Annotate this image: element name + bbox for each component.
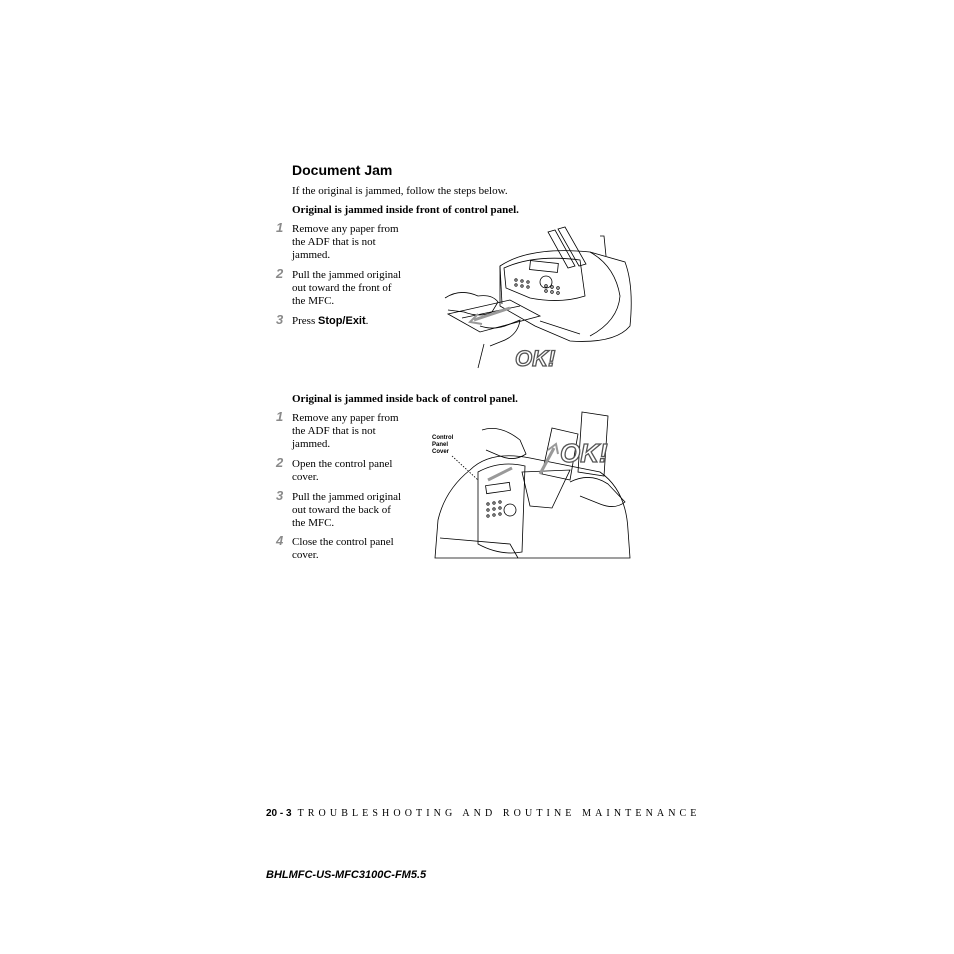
document-id: BHLMFC-US-MFC3100C-FM5.5 bbox=[266, 869, 427, 881]
step-text: Open the control panel cover. bbox=[292, 458, 393, 483]
ok-label: OK! bbox=[560, 438, 608, 468]
step-text: Remove any paper from the ADF that is not jammed. bbox=[292, 412, 399, 450]
step-text: Press Stop/Exit. bbox=[292, 315, 369, 327]
page-number: 20 - 3 bbox=[266, 808, 292, 819]
chapter-title: TROUBLESHOOTING AND ROUTINE MAINTENANCE bbox=[297, 808, 701, 819]
step-number: 2 bbox=[276, 266, 284, 281]
step-number: 3 bbox=[276, 312, 284, 327]
step-number: 1 bbox=[276, 409, 284, 424]
page-footer bbox=[266, 808, 701, 819]
step-number: 4 bbox=[276, 533, 284, 548]
callout-panel: Panel bbox=[432, 442, 449, 448]
ok-label: OK! bbox=[515, 346, 556, 371]
back-jam-heading: Original is jammed inside back of control panel. bbox=[292, 393, 518, 405]
step-number: 2 bbox=[276, 455, 284, 470]
step-text: Pull the jammed original out toward the front of the MFC. bbox=[292, 269, 402, 307]
step-number: 1 bbox=[276, 220, 284, 235]
step-text: Pull the jammed original out toward the back of the MFC. bbox=[292, 491, 402, 529]
back-jam-illustration bbox=[430, 410, 635, 562]
step-text: Close the control panel cover. bbox=[292, 536, 394, 561]
front-jam-illustration bbox=[440, 226, 635, 371]
intro-text: If the original is jammed, follow the steps below. bbox=[292, 185, 508, 197]
callout-control: Control bbox=[432, 435, 454, 441]
step-text: Remove any paper from the ADF that is not jammed. bbox=[292, 223, 399, 261]
callout-cover: Cover bbox=[432, 449, 450, 455]
stop-exit-key: Stop/Exit bbox=[317, 315, 366, 327]
step-number: 3 bbox=[276, 488, 284, 503]
front-jam-heading: Original is jammed inside front of control panel. bbox=[292, 204, 519, 216]
section-title: Document Jam bbox=[292, 162, 393, 178]
